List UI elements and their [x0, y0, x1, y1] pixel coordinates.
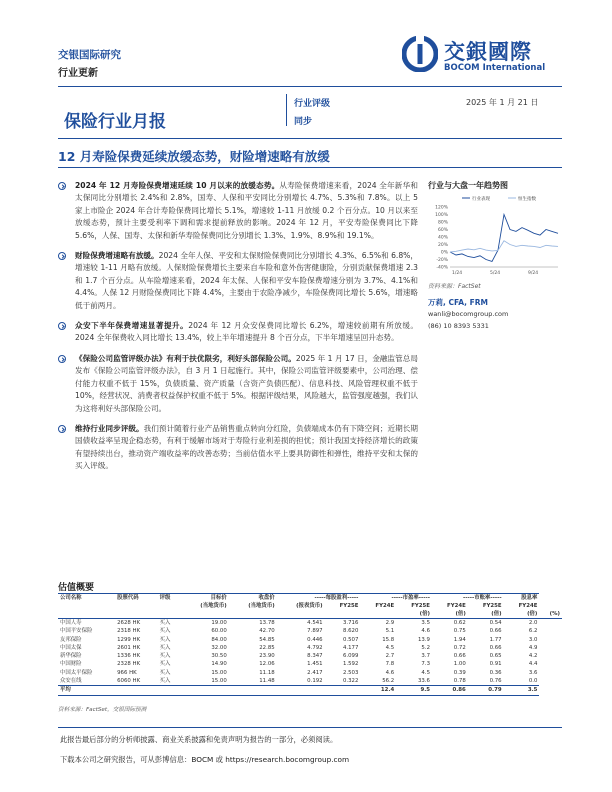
rating-label: 行业评级: [294, 99, 331, 109]
header-cell: (倍): [468, 610, 504, 619]
y-tick-label: 20%: [437, 243, 448, 248]
bullet-icon: [58, 182, 66, 190]
table-cell: 中国平安保险: [60, 628, 93, 635]
download-info[interactable]: 下载本公司之研究报告，可从彭博信息：BOCM 或 https://research.bocomgroup.com: [60, 755, 350, 764]
chart-source: 资料来源：FactSet: [428, 283, 481, 290]
table-cell: 7.8: [385, 661, 395, 668]
table-cell: 9.5: [396, 686, 432, 695]
table-row: [58, 669, 562, 677]
header-cell: (报表货币): [296, 603, 323, 609]
key-points: [58, 180, 418, 481]
header-divider: [58, 86, 562, 87]
y-tick-label: -20%: [436, 258, 448, 263]
firm-name: 交银国际研究: [58, 49, 121, 61]
col-target: 目标价: [181, 594, 229, 603]
bullet-icon: [58, 355, 66, 363]
legend-label: 恒生指数: [518, 197, 536, 202]
table-cell: 买入: [159, 678, 171, 685]
table-cell: 8.620: [342, 628, 359, 635]
table-cell: 买入: [159, 628, 171, 635]
table-cell: 23.90: [259, 653, 275, 660]
col-pb: -----市账率-----: [432, 594, 504, 603]
table-cell: 买入: [159, 644, 171, 651]
table-cell: 4.5: [385, 644, 395, 651]
table-cell: 0.507: [342, 636, 359, 643]
bullet-icon: [58, 425, 66, 433]
table-cell: 0.66: [489, 628, 502, 635]
key-point: [58, 250, 418, 312]
key-point: [58, 423, 418, 473]
table-cell: 6060 HK: [117, 678, 141, 685]
table-cell: 0.91: [489, 661, 502, 668]
title-divider: [58, 138, 562, 139]
table-cell: 2328 HK: [117, 661, 141, 668]
header-cell: FY25E: [339, 603, 359, 609]
table-cell: 买入: [159, 636, 171, 643]
table-cell: 买入: [159, 653, 171, 660]
key-point-lead: 财险保费增速略有放缓。: [75, 251, 159, 261]
table-cell: 56.2: [382, 678, 395, 685]
header-cell: (当地货币): [200, 603, 227, 609]
table-cell: 1.77: [489, 636, 502, 643]
y-tick-label: -40%: [436, 265, 448, 271]
report-date: 2025 年 1 月 21 日: [466, 98, 539, 107]
table-cell: 4.6: [385, 669, 395, 676]
table-cell: 0.78: [453, 678, 466, 685]
table-cell: 5.1: [385, 628, 395, 635]
table-cell: 0.66: [489, 644, 502, 651]
table-cell: 32.00: [211, 644, 227, 651]
key-point-lead: 众安下半年保费增速显著提升。: [75, 321, 189, 331]
trend-chart: [428, 193, 562, 277]
table-cell: 1299 HK: [117, 636, 141, 643]
header-cell: (当地货币): [248, 603, 275, 609]
table-cell: 2.9: [385, 620, 395, 626]
chart-title: 行业与大盘一年趋势图: [428, 181, 508, 190]
table-cell: 3.0: [528, 636, 538, 643]
table-cell: 14.90: [211, 661, 227, 668]
rating-divider: [286, 94, 287, 126]
legend-label: 行业表现: [472, 197, 490, 202]
table-cell: 中国人寿: [60, 620, 82, 626]
table-cell: 22.85: [259, 644, 275, 651]
table-row: [58, 677, 562, 686]
analyst-name: 万莉, CFA, FRM: [428, 298, 488, 307]
col-close: 收盘价: [229, 594, 277, 603]
header-cell: FY24E: [447, 603, 466, 609]
key-point: [58, 353, 418, 415]
table-cell: 0.66: [453, 653, 466, 660]
col-eps: -----每股盈利-----: [277, 594, 361, 603]
table-cell: 12.06: [259, 661, 275, 668]
table-cell: 4.541: [307, 620, 323, 626]
table-cell: 0.192: [307, 678, 323, 685]
table-cell: 2.417: [307, 669, 323, 676]
table-cell: 6.2: [528, 628, 538, 635]
x-tick-label: 1/24: [452, 271, 463, 276]
logo-name: 交銀國際: [444, 39, 532, 64]
table-cell: 1.94: [453, 636, 466, 643]
table-cell: 6.099: [342, 653, 359, 660]
table-cell: 13.9: [417, 636, 430, 643]
key-point-lead: 2024 年 12 月寿险保费增速延续 10 月以来的放缓态势。: [75, 181, 280, 190]
table-cell: 30.50: [211, 653, 227, 660]
company-logo: [402, 32, 567, 82]
table-cell: 中国财险: [60, 661, 82, 668]
table-cell: 0.36: [489, 669, 502, 676]
table-source: 资料来源：FactSet，交银国际预测: [58, 707, 147, 713]
table-cell: 中国太平保险: [60, 669, 93, 676]
table-cell: 0.39: [453, 669, 466, 676]
col-ticker: 股票代码: [115, 594, 157, 603]
bocom-logo-icon: [402, 36, 438, 72]
table-cell: 4.177: [342, 644, 359, 651]
header-cell: (倍): [396, 610, 432, 619]
y-tick-label: 0%: [440, 250, 448, 256]
table-row: [58, 644, 562, 652]
y-tick-label: 100%: [435, 213, 448, 218]
avg-label: 平均: [58, 686, 115, 695]
y-tick-label: 40%: [437, 235, 448, 241]
table-row: [58, 627, 562, 635]
x-tick-label: 9/24: [528, 271, 539, 276]
table-cell: 15.8: [382, 636, 395, 643]
header-cell: (倍): [432, 610, 468, 619]
table-cell: 5.2: [421, 644, 430, 651]
series-line: [450, 241, 558, 252]
table-cell: 0.79: [468, 686, 504, 695]
table-cell: 0.72: [453, 644, 466, 651]
table-cell: 0.62: [453, 620, 466, 626]
table-cell: 0.446: [307, 636, 323, 643]
table-cell: 42.70: [259, 628, 275, 635]
table-cell: 4.4: [528, 661, 538, 668]
y-tick-label: 60%: [437, 228, 448, 233]
table-cell: 8.347: [307, 653, 323, 660]
table-cell: 买入: [159, 661, 171, 668]
y-tick-label: 120%: [435, 205, 448, 211]
table-cell: 新华保险: [60, 653, 82, 660]
table-cell: 7.897: [307, 628, 323, 635]
bullet-icon: [58, 322, 66, 330]
table-cell: 15.00: [211, 669, 227, 676]
table-row: [58, 652, 562, 660]
footer-divider: [58, 727, 562, 728]
table-cell: 54.85: [259, 636, 275, 643]
col-yield: 股息率: [504, 594, 540, 603]
key-point: [58, 320, 418, 345]
header-cell: FY24E: [518, 603, 538, 609]
col-company: 公司名称: [58, 594, 115, 603]
table-cell: 2318 HK: [117, 628, 141, 635]
table-cell: 0.322: [342, 678, 359, 685]
table-cell: 3.5: [421, 620, 430, 626]
key-point-text: 2025 年 1 月 17 日，金融监管总局发布《保险公司监管评级办法》，自 3 月 1 日起施行。其中，保险公司监管评级要素中，公司治理、偿付能力权重不低于 15%，负债质量、资产质量（含资产负债匹配）、信息科技、风险管理权重不低于 10%，经营状况、消费者权益保护权重不低于 5%。根据评级结果，风险越大，监管强度越强，我们认为这将利好头部保险公司。: [75, 353, 418, 413]
table-cell: 4.2: [528, 653, 538, 660]
disclaimer: 此报告最后部分的分析师披露、商业关系披露和免责声明为报告的一部分，必须阅读。: [60, 735, 338, 744]
key-point-lead: 维持行业同步评级。: [75, 423, 144, 433]
key-point-text: 从寿险保费增速来看，2024 全年新华和太保同比分别增长 2.4%和 2.8%，国寿、人保和平安同比分别增长 4.7%、5.3%和 7.8%。以上 5 家上市险企 2024 年合计寿险保费同比增长 5.1%，增速较 1-11 月放缓 0.2 个百分点。10 月以来至放缓态势，预计主要受利率下调和需求提前释放的影响。2024 年 12 月，平安寿险保费同比下降 5.6%，人保、国寿、太保和新华寿险保费同比分别增长 1.3%、1.9%、8.9%和 19.1%。: [75, 181, 418, 240]
report-type: 行业更新: [58, 68, 98, 79]
page-title: 保险行业月报: [64, 112, 166, 132]
table-cell: 4.5: [421, 669, 430, 676]
table-cell: 4.792: [307, 644, 323, 651]
key-point-text: 2024 全年人保、平安和太保财险保费同比分别增长 4.3%、6.5%和 6.8%，增速较 1-11 月略有放缓。人保财险保费增长主要来自车险和意外伤害健康险，分别贡献保费增速 2.3 和 1.7 个百分点。从车险增速来看，2024 年太保、人保和平安车险保费增速分别为 3.7%、4.1%和 4.4%。人保 12 月财险保费同比下降 4.4%，主要由于农险净减少，车险保费同比增长 5.6%，增速略低于前两月。: [75, 251, 418, 310]
table-cell: 3.5: [504, 686, 540, 695]
table-cell: 12.4: [360, 686, 396, 695]
report-subtitle: 12 月寿险保费延续放缓态势，财险增速略有放缓: [58, 149, 330, 164]
table-cell: 4.9: [528, 644, 538, 651]
table-cell: 2601 HK: [117, 644, 141, 651]
x-tick-label: 5/24: [490, 271, 501, 276]
table-cell: 1.451: [307, 661, 323, 668]
series-line: [450, 215, 558, 262]
valuation-table: [58, 593, 562, 696]
key-point-lead: 《保险公司监管评级办法》有利于扶优限劣，利好头部保险公司。: [75, 353, 296, 363]
table-cell: 0.65: [489, 653, 502, 660]
table-cell: 19.00: [211, 620, 227, 626]
table-row-average: [58, 686, 562, 695]
table-cell: 2628 HK: [117, 620, 141, 626]
table-cell: 0.0: [528, 678, 538, 685]
table-cell: 0.86: [432, 686, 468, 695]
table-cell: 1.592: [342, 661, 359, 668]
table-row: [58, 619, 562, 628]
table-cell: 1336 HK: [117, 653, 141, 660]
table-cell: 1.00: [453, 661, 466, 668]
table-cell: 15.00: [211, 678, 227, 685]
subtitle-divider: [58, 167, 562, 168]
table-cell: 33.6: [417, 678, 430, 685]
analyst-phone: (86) 10 8393 5331: [428, 322, 489, 330]
table-cell: 13.78: [259, 620, 275, 626]
header-cell: FY25E: [411, 603, 430, 609]
table-cell: 60.00: [211, 628, 227, 635]
table-cell: 4.6: [421, 628, 430, 635]
key-point-text: 我们预计随着行业产品销售重点转向分红险，负债端成本仍有下降空间；近期长期国债收益率呈现企稳态势，有利于缓解市场对于寿险行业利差损的担忧；预计我国支持经济增长的政策有望持续出台，推动资产端收益率的改善态势；当前估值水平上要具防御性和弹性，维持平安和太保的买入评级。: [75, 423, 418, 471]
header-cell: FY24E: [375, 603, 395, 609]
table-cell: 3.716: [342, 620, 359, 626]
table-row: [58, 636, 562, 644]
table-cell: 7.3: [421, 661, 430, 668]
table-cell: 友邦保险: [60, 636, 82, 643]
table-cell: 中国太保: [60, 644, 82, 651]
col-pe: -----市盈率-----: [360, 594, 432, 603]
table-cell: 2.0: [528, 620, 538, 626]
table-cell: 11.18: [259, 669, 275, 676]
table-row: [58, 660, 562, 668]
analyst-email[interactable]: wanli@bocomgroup.com: [428, 310, 509, 318]
table-cell: 2.503: [342, 669, 359, 676]
table-cell: 2.7: [385, 653, 395, 660]
y-tick-label: 80%: [437, 220, 448, 226]
header-cell: (倍): [504, 610, 540, 619]
table-cell: 966 HK: [117, 669, 137, 676]
col-rating: 评级: [158, 594, 181, 603]
table-cell: 3.6: [528, 669, 538, 676]
table-cell: 买入: [159, 669, 171, 676]
bullet-icon: [58, 252, 66, 260]
table-cell: 11.48: [259, 678, 275, 685]
table-cell: 84.00: [211, 636, 227, 643]
header-cell: FY25E: [482, 603, 502, 609]
table-cell: 众安在线: [60, 678, 82, 685]
table-cell: 0.75: [453, 628, 466, 635]
header-cell: (%): [539, 610, 562, 619]
table-cell: 3.7: [421, 653, 430, 660]
table-cell: 买入: [159, 620, 171, 626]
table-cell: 0.76: [489, 678, 502, 685]
logo-english-name: BOCOM International: [444, 63, 546, 73]
key-point-text: 2024 年 12 月众安保费同比增长 6.2%，增速较前期有所放缓。2024 全年保费收入同比增长 13.4%，较上半年增速提升 8 个百分点，下半年增速呈回升态势。: [75, 321, 418, 343]
key-point: [58, 180, 418, 242]
rating-value: 同步: [294, 117, 313, 127]
table-cell: 0.54: [489, 620, 502, 626]
valuation-title: 估值概要: [58, 583, 95, 593]
